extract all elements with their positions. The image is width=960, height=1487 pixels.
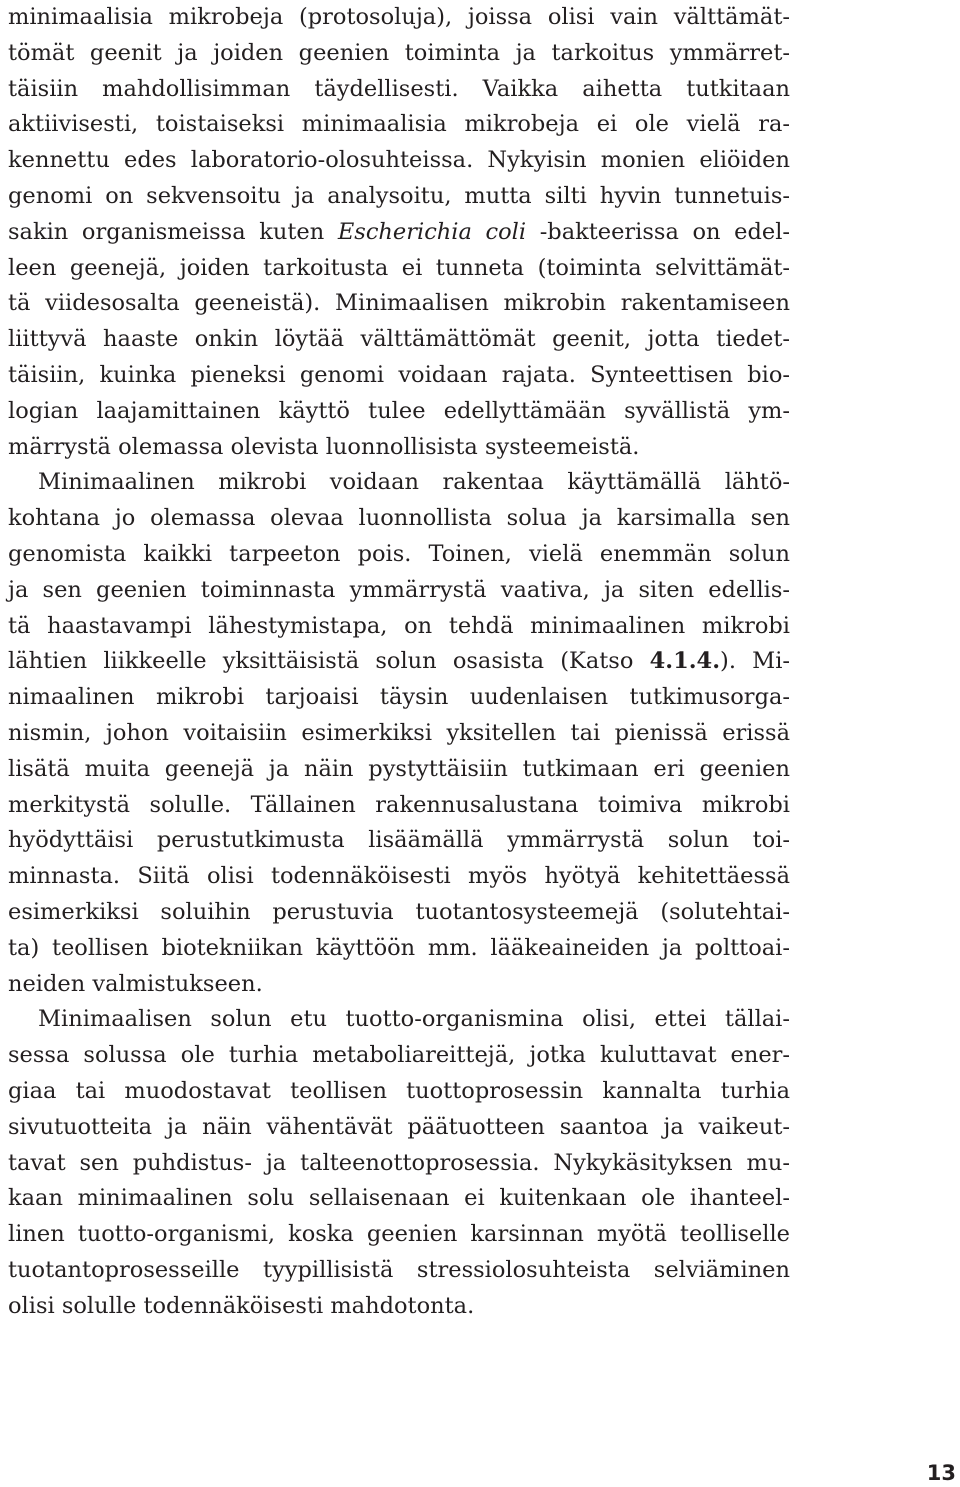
text-line xyxy=(8,358,790,394)
text-segment: linen tuotto-organismi, koska geenien karsinnan myötä teolliselle xyxy=(8,1221,790,1248)
text-line xyxy=(8,107,790,143)
text-line xyxy=(8,430,790,466)
text-segment: täisiin, kuinka pieneksi genomi voidaan rajata. Synteettisen bio- xyxy=(8,361,790,388)
text-segment: nismin, johon voitaisiin esimerkiksi yksitellen tai pienissä erissä xyxy=(8,719,790,746)
text-segment: tuotantoprosesseille tyypillisistä stressiolosuhteista selviäminen xyxy=(8,1256,790,1283)
text-line xyxy=(8,1217,790,1253)
text-line xyxy=(8,716,790,752)
text-segment: Minimaalinen mikrobi voidaan rakentaa käyttämällä lähtö- xyxy=(38,469,790,496)
text-segment: sivutuotteita ja näin vähentävät päätuotteen saantoa ja vaikeut- xyxy=(8,1113,790,1140)
text-segment: märrystä olemassa olevista luonnollisista systeemeistä. xyxy=(8,433,640,460)
text-segment: esimerkiksi soluihin perustuvia tuotantosysteemejä (solutehtai- xyxy=(8,898,790,925)
text-line xyxy=(8,0,790,36)
text-segment: sakin organismeissa kuten xyxy=(8,218,338,245)
text-segment: tä haastavampi lähestymistapa, on tehdä minimaalinen mikrobi xyxy=(8,612,790,639)
text-segment: kohtana jo olemassa olevaa luonnollista solua ja karsimalla sen xyxy=(8,505,790,532)
text-italic: Escherichia coli xyxy=(337,218,527,245)
text-line xyxy=(8,465,790,501)
text-segment: ta) teollisen biotekniikan käyttöön mm. lääkeaineiden ja polttoai- xyxy=(8,934,790,961)
text-line xyxy=(8,179,790,215)
text-line xyxy=(8,394,790,430)
text-line xyxy=(8,1146,790,1182)
text-line xyxy=(8,215,790,251)
text-line xyxy=(8,680,790,716)
text-segment: aktiivisesti, toistaiseksi minimaalisia mikrobeja ei ole vielä ra- xyxy=(8,111,790,138)
text-segment: tavat sen puhdistus- ja talteenottoprosessia. Nykykäsityksen mu- xyxy=(8,1149,790,1176)
text-segment: olisi solulle todennäköisesti mahdotonta. xyxy=(8,1292,475,1319)
text-segment: nimaalinen mikrobi tarjoaisi täysin uudenlaisen tutkimusorga- xyxy=(8,684,790,711)
text-segment: genomista kaikki tarpeeton pois. Toinen, vielä enemmän solun xyxy=(8,540,790,567)
text-segment: leen geenejä, joiden tarkoitusta ei tunneta (toiminta selvittämät- xyxy=(8,254,790,281)
text-line xyxy=(8,967,790,1003)
body-text xyxy=(8,0,790,1324)
text-segment: kaan minimaalinen solu sellaisenaan ei kuitenkaan ole ihanteel- xyxy=(8,1185,790,1212)
text-segment: giaa tai muodostavat teollisen tuottoprosessin kannalta turhia xyxy=(8,1077,790,1104)
text-segment: tömät geenit ja joiden geenien toiminta ja tarkoitus ymmärret- xyxy=(8,39,790,66)
text-line xyxy=(8,143,790,179)
text-segment: ). Mi- xyxy=(720,648,790,675)
text-line xyxy=(8,823,790,859)
text-line xyxy=(8,788,790,824)
text-segment: hyödyttäisi perustutkimusta lisäämällä ymmärrystä solun toi- xyxy=(8,827,790,854)
text-line xyxy=(8,1110,790,1146)
text-line xyxy=(8,537,790,573)
text-line xyxy=(8,859,790,895)
text-line xyxy=(8,895,790,931)
text-segment: minnasta. Siitä olisi todennäköisesti myös hyötyä kehitettäessä xyxy=(8,863,790,890)
text-segment: sessa solussa ole turhia metaboliareittejä, jotka kuluttavat ener- xyxy=(8,1042,790,1069)
text-segment: neiden valmistukseen. xyxy=(8,970,263,997)
text-line xyxy=(8,609,790,645)
text-line xyxy=(8,752,790,788)
text-line xyxy=(8,1289,790,1325)
text-segment: liittyvä haaste onkin löytää välttämättömät geenit, jotta tiedet- xyxy=(8,326,790,353)
text-segment: -bakteerissa on edel- xyxy=(526,218,791,245)
text-segment: minimaalisia mikrobeja (protosoluja), joissa olisi vain välttämät- xyxy=(8,4,790,30)
text-line xyxy=(8,251,790,287)
text-segment: logian laajamittainen käyttö tulee edellyttämään syvällistä ym- xyxy=(8,397,790,424)
text-segment: tä viidesosalta geeneistä). Minimaalisen mikrobin rakentamiseen xyxy=(8,290,790,317)
text-line xyxy=(8,1002,790,1038)
text-line xyxy=(8,286,790,322)
text-segment: genomi on sekvensoitu ja analysoitu, mutta silti hyvin tunnetuis- xyxy=(8,182,790,209)
text-bold: 4.1.4. xyxy=(649,648,721,675)
text-line xyxy=(8,1253,790,1289)
text-line xyxy=(8,322,790,358)
text-line xyxy=(8,1074,790,1110)
text-line xyxy=(8,72,790,108)
text-line xyxy=(8,644,790,680)
text-line xyxy=(8,1181,790,1217)
text-segment: täisiin mahdollisimman täydellisesti. Vaikka aihetta tutkitaan xyxy=(8,75,790,102)
text-segment: Minimaalisen solun etu tuotto-organismina olisi, ettei tällai- xyxy=(38,1006,790,1033)
text-line xyxy=(8,931,790,967)
text-line xyxy=(8,501,790,537)
text-segment: merkitystä solulle. Tällainen rakennusalustana toimiva mikrobi xyxy=(8,791,790,818)
text-segment: lisätä muita geenejä ja näin pystyttäisiin tutkimaan eri geenien xyxy=(8,755,790,782)
text-line xyxy=(8,1038,790,1074)
text-line xyxy=(8,573,790,609)
text-segment: kennettu edes laboratorio-olosuhteissa. Nykyisin monien eliöiden xyxy=(8,147,790,174)
text-line xyxy=(8,36,790,72)
text-segment: ja sen geenien toiminnasta ymmärrystä vaativa, ja siten edellis- xyxy=(8,576,790,603)
page-number: 13 xyxy=(926,1461,956,1485)
text-segment: lähtien liikkeelle yksittäisistä solun osasista (Katso xyxy=(8,648,650,675)
